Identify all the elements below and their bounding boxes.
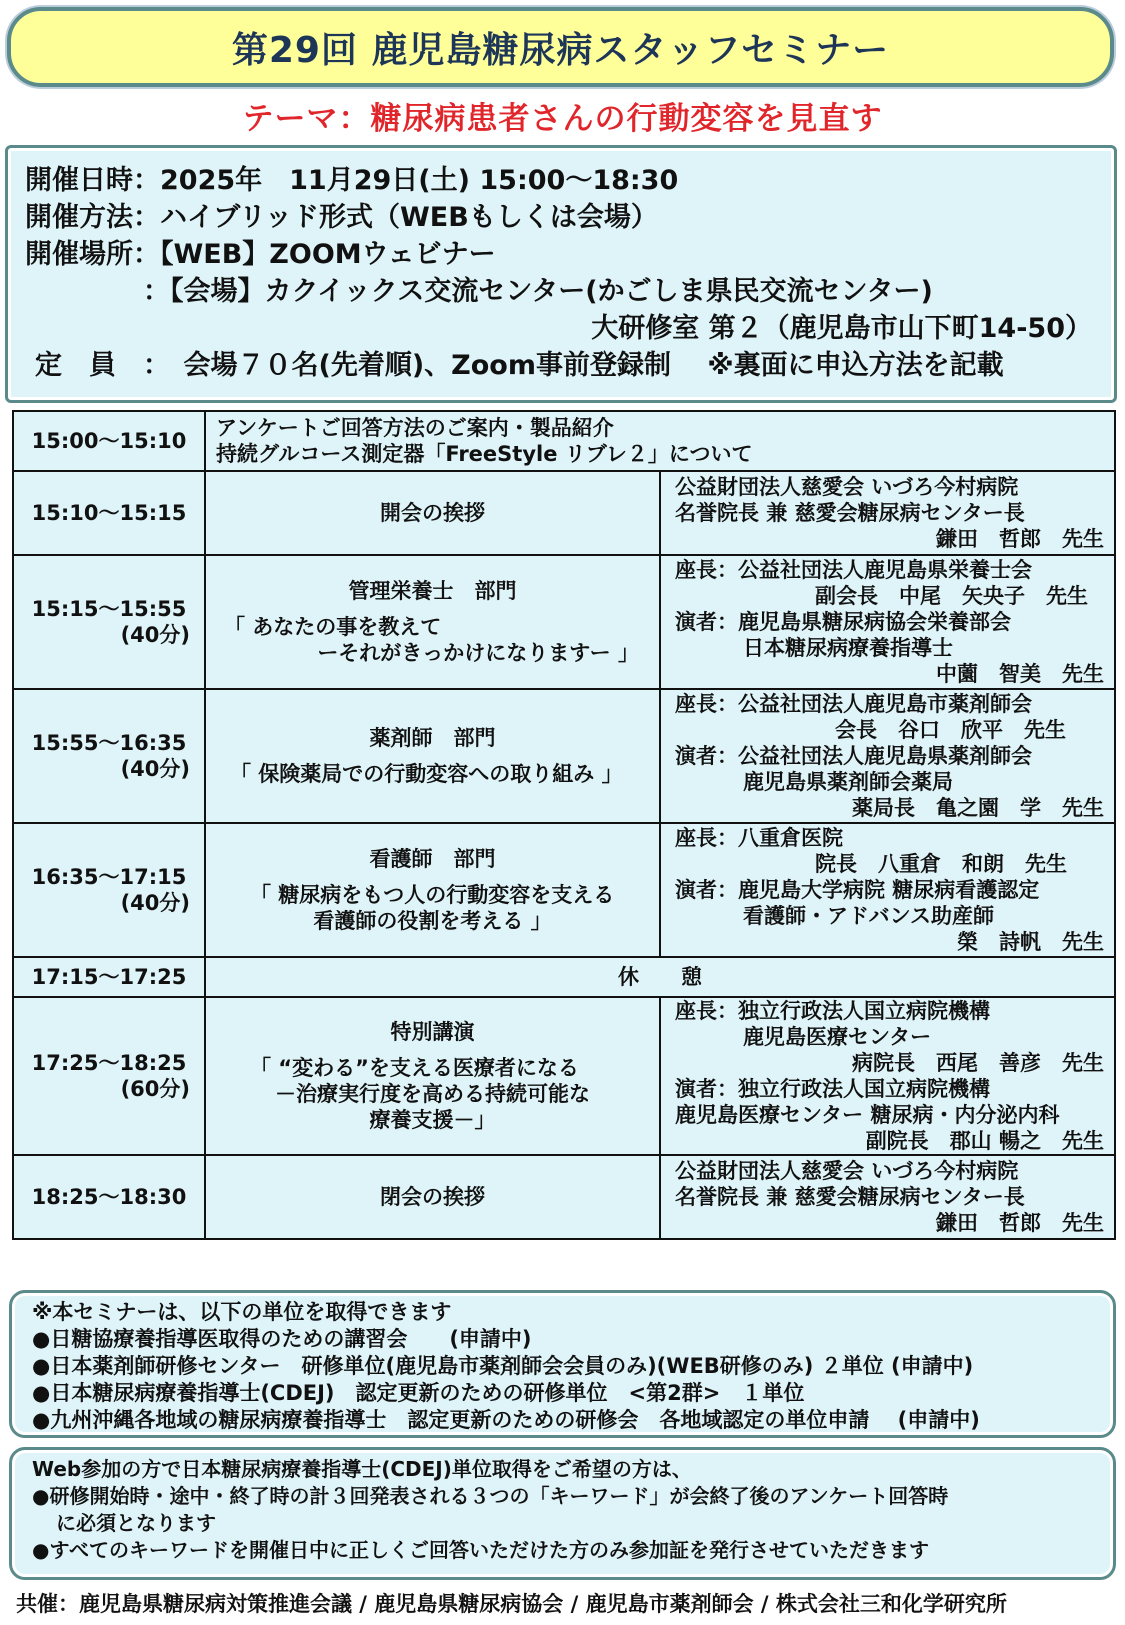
program-cell: 特別講演 「 “変わる”を支える医療者になる －治療実行度を高める持続可能な 療養支援－」	[205, 997, 660, 1155]
info-method: 開催方法：ハイブリッド形式（WEBもしくは会場）	[25, 202, 658, 233]
speaker-cell: 座長：公益社団法人鹿児島県栄養士会 副会長 中尾 矢央子 先生 演者：鹿児島県糖尿病協会栄養部会 日本糖尿病療養指導士 中薗 智美 先生	[660, 555, 1115, 689]
info-venue-hall: ：【会場】カクイックス交流センター(かごしま県民交流センター)	[143, 276, 933, 307]
program-cell	[205, 411, 1115, 471]
table-row	[13, 471, 1115, 555]
speaker-name: 鎌田 哲郎 先生	[936, 527, 1104, 551]
list-item-continued: に必須となります	[56, 1511, 216, 1535]
table-row	[13, 689, 1115, 823]
speaker-cell: 座長：独立行政法人国立病院機構 鹿児島医療センター 病院長 西尾 善彦 先生 演者：独立行政法人国立病院機構 鹿児島医療センター 糖尿病・内分泌内科 副院長 郡山 暢之 先生	[660, 997, 1115, 1155]
speaker-cell: 座長：公益社団法人鹿児島市薬剤師会 会長 谷口 欣平 先生 演者：公益社団法人鹿児島県薬剤師会 鹿児島県薬剤師会薬局 薬局長 亀之園 学 先生	[660, 689, 1115, 823]
title-banner	[7, 7, 1114, 87]
info-venue-room: 大研修室 第２（鹿児島市山下町14-50）	[591, 313, 1092, 344]
time-cell: 16:35～17:15 (40分)	[13, 823, 205, 957]
program-line: アンケートご回答方法のご案内・製品紹介	[216, 416, 614, 440]
speaker-cell	[660, 471, 1115, 555]
program-cell: 看護師 部門 「 糖尿病をもつ人の行動変容を支える 看護師の役割を考える 」	[205, 823, 660, 957]
list-item: ●九州沖縄各地域の糖尿病療養指導士 認定更新のための研修会 各地域認定の単位申請 (申請中)	[32, 1408, 980, 1432]
program-line: 持続グルコース測定器「FreeStyle リブレ２」について	[216, 442, 753, 466]
time-cell: 15:10～15:15	[13, 471, 205, 555]
table-row	[13, 957, 1115, 997]
time-cell: 17:25～18:25 (60分)	[13, 997, 205, 1155]
list-item: ●日糖協療養指導医取得のための講習会 (申請中)	[32, 1327, 532, 1351]
info-capacity: 定 員 ： 会場７０名(先着順)、Zoom事前登録制 ※裏面に申込方法を記載	[35, 350, 1004, 381]
table-row	[13, 1155, 1115, 1239]
program-cell: 開会の挨拶	[205, 471, 660, 555]
list-item: ●研修開始時・途中・終了時の計３回発表される３つの「キーワード」が会終了後のアンケート回答時	[32, 1484, 949, 1508]
list-item: ●すべてのキーワードを開催日中に正しくご回答いただけた方のみ参加証を発行させていただきます	[32, 1538, 930, 1562]
speaker-line: 名誉院長 兼 慈愛会糖尿病センター長	[675, 501, 1025, 525]
table-row	[13, 823, 1115, 957]
time-cell: 15:55～16:35 (40分)	[13, 689, 205, 823]
info-date: 開催日時：2025年 11月29日(土) 15:00～18:30	[25, 165, 679, 196]
time-cell: 15:15～15:55 (40分)	[13, 555, 205, 689]
program-cell: 閉会の挨拶	[205, 1155, 660, 1239]
units-heading: ※本セミナーは、以下の単位を取得できます	[32, 1300, 452, 1324]
theme-heading: テーマ：糖尿病患者さんの行動変容を見直す	[242, 101, 883, 137]
break-cell: 休 憩	[205, 957, 1115, 997]
speaker-cell: 公益財団法人慈愛会 いづろ今村病院 名誉院長 兼 慈愛会糖尿病センター長 鎌田 哲郎 先生	[660, 1155, 1115, 1239]
list-item: ●日本薬剤師研修センター 研修単位(鹿児島市薬剤師会会員のみ)(WEB研修のみ) ２単位 (申請中)	[32, 1354, 974, 1378]
program-cell: 管理栄養士 部門 「 あなたの事を教えて ーそれがきっかけになりますー 」	[205, 555, 660, 689]
speaker-line: 公益財団法人慈愛会 いづろ今村病院	[675, 475, 1019, 499]
table-row	[13, 555, 1115, 689]
time-cell: 15:00～15:10	[13, 411, 205, 471]
credit-units-panel	[9, 1290, 1116, 1438]
table-row	[13, 997, 1115, 1155]
web-heading: Web参加の方で日本糖尿病療養指導士(CDEJ)単位取得をご希望の方は、	[32, 1457, 692, 1481]
time-cell: 17:15～17:25	[13, 957, 205, 997]
program-cell: 薬剤師 部門 「 保険薬局での行動変容への取り組み 」	[205, 689, 660, 823]
info-venue-web: 開催場所：【WEB】ZOOMウェビナー	[25, 239, 496, 270]
time-cell: 18:25～18:30	[13, 1155, 205, 1239]
page-title: 第29回 鹿児島糖尿病スタッフセミナー	[231, 29, 890, 71]
table-row	[13, 411, 1115, 471]
schedule-table	[12, 410, 1116, 1240]
speaker-cell: 座長：八重倉医院 院長 八重倉 和朗 先生 演者：鹿児島大学病院 糖尿病看護認定 看護師・アドバンス助産師 榮 詩帆 先生	[660, 823, 1115, 957]
list-item: ●日本糖尿病療養指導士(CDEJ) 認定更新のための研修単位 <第2群> １単位	[32, 1381, 805, 1405]
event-info-panel	[5, 145, 1117, 403]
web-participation-panel	[9, 1447, 1116, 1580]
cosponsor-footer: 共催：鹿児島県糖尿病対策推進会議 / 鹿児島県糖尿病協会 / 鹿児島市薬剤師会 / 株式会社三和化学研究所	[16, 1592, 1007, 1616]
